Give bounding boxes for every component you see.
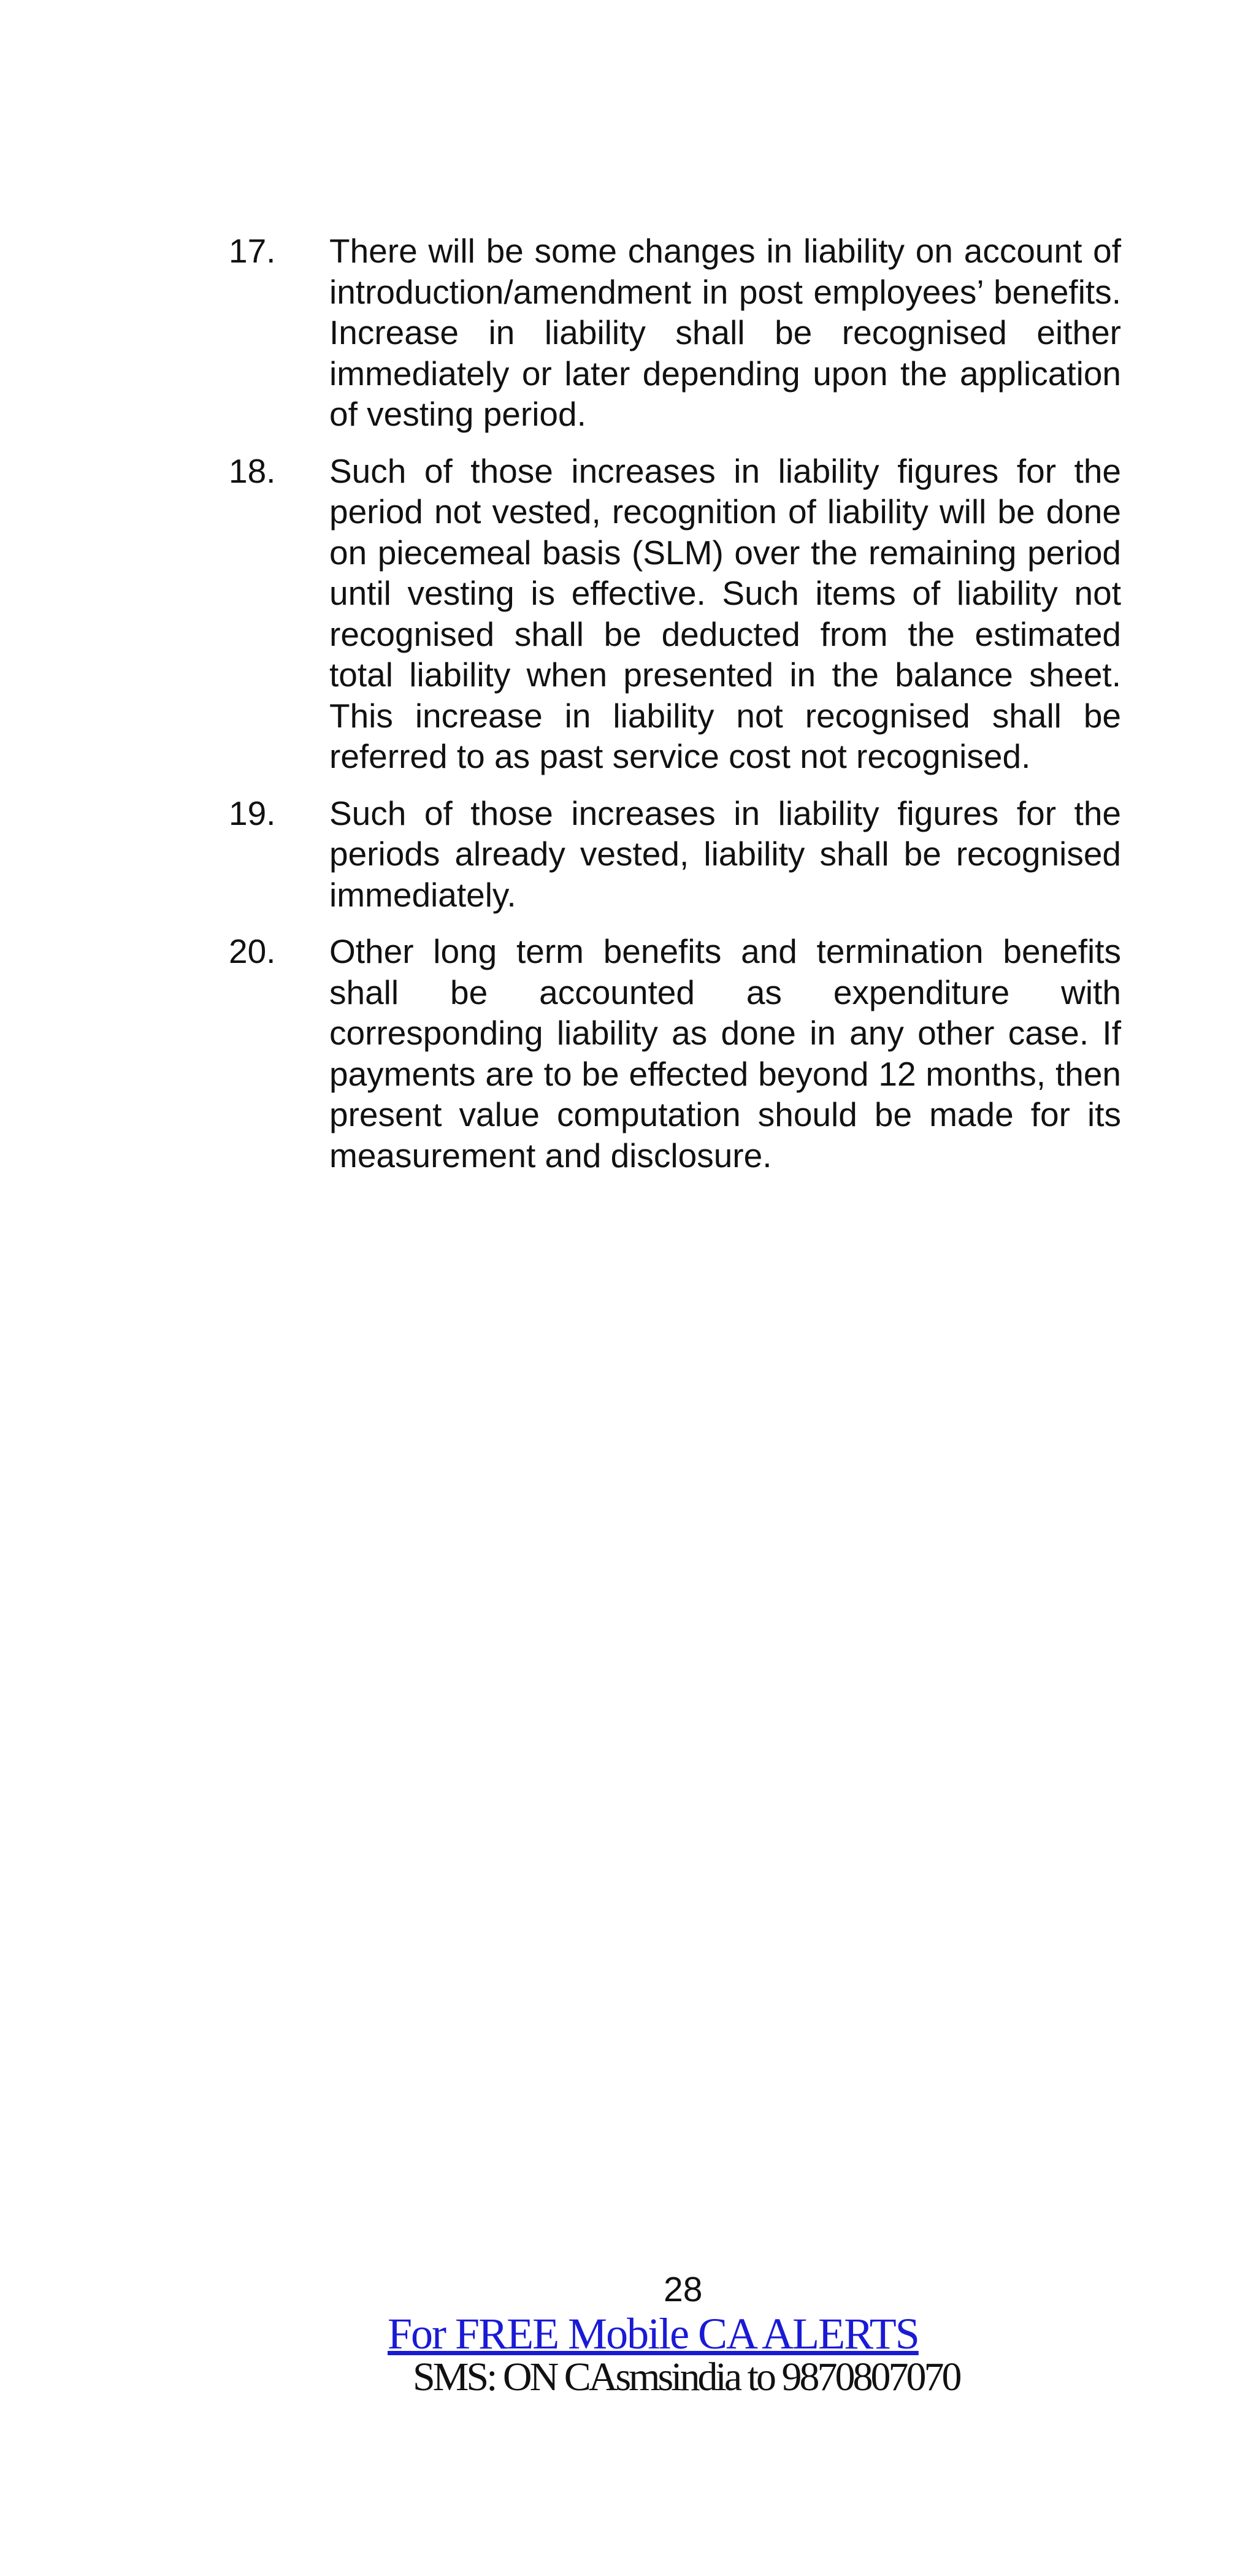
item-text: Other long term benefits and termination benefits shall be accounted as expenditure with corresponding liability as done in any other case. If payments are to be effected beyond 12 months, then present value computation should be made for its measurement and disclosure. [329,932,1121,1175]
item-text: Such of those increases in liability figures for the periods already vested, liability shall be recognised immediately. [329,794,1121,914]
list-item [229,931,1121,1176]
item-text: There will be some changes in liability on account of introduction/amendment in post employees’ benefits. Increase in liability shall be recognised either immediately or later depending upon the application of vesting period. [329,232,1121,433]
free-alerts-link[interactable]: For FREE Mobile CA ALERTS [388,2309,919,2358]
item-number: 18. [229,451,276,490]
list-item [229,451,1121,777]
item-number: 19. [229,794,276,832]
list-item [229,231,1121,435]
sms-instructions: SMS: ON CAsmsindia to 9870807070 [413,2355,960,2399]
list-item [229,793,1121,916]
item-text: Such of those increases in liability figures for the period not vested, recognition of liability will be done on piecemeal basis (SLM) over the remaining period until vesting is effective. Such items of liability not recognised shall be deducted from the estimated total liability when presented in the balance sheet. This increase in liability not recognised shall be referred to as past service cost not recognised. [329,451,1121,775]
page-number: 28 [664,2270,703,2309]
item-number: 17. [229,232,276,270]
numbered-paragraph-list [229,231,1121,1192]
item-number: 20. [229,932,276,970]
